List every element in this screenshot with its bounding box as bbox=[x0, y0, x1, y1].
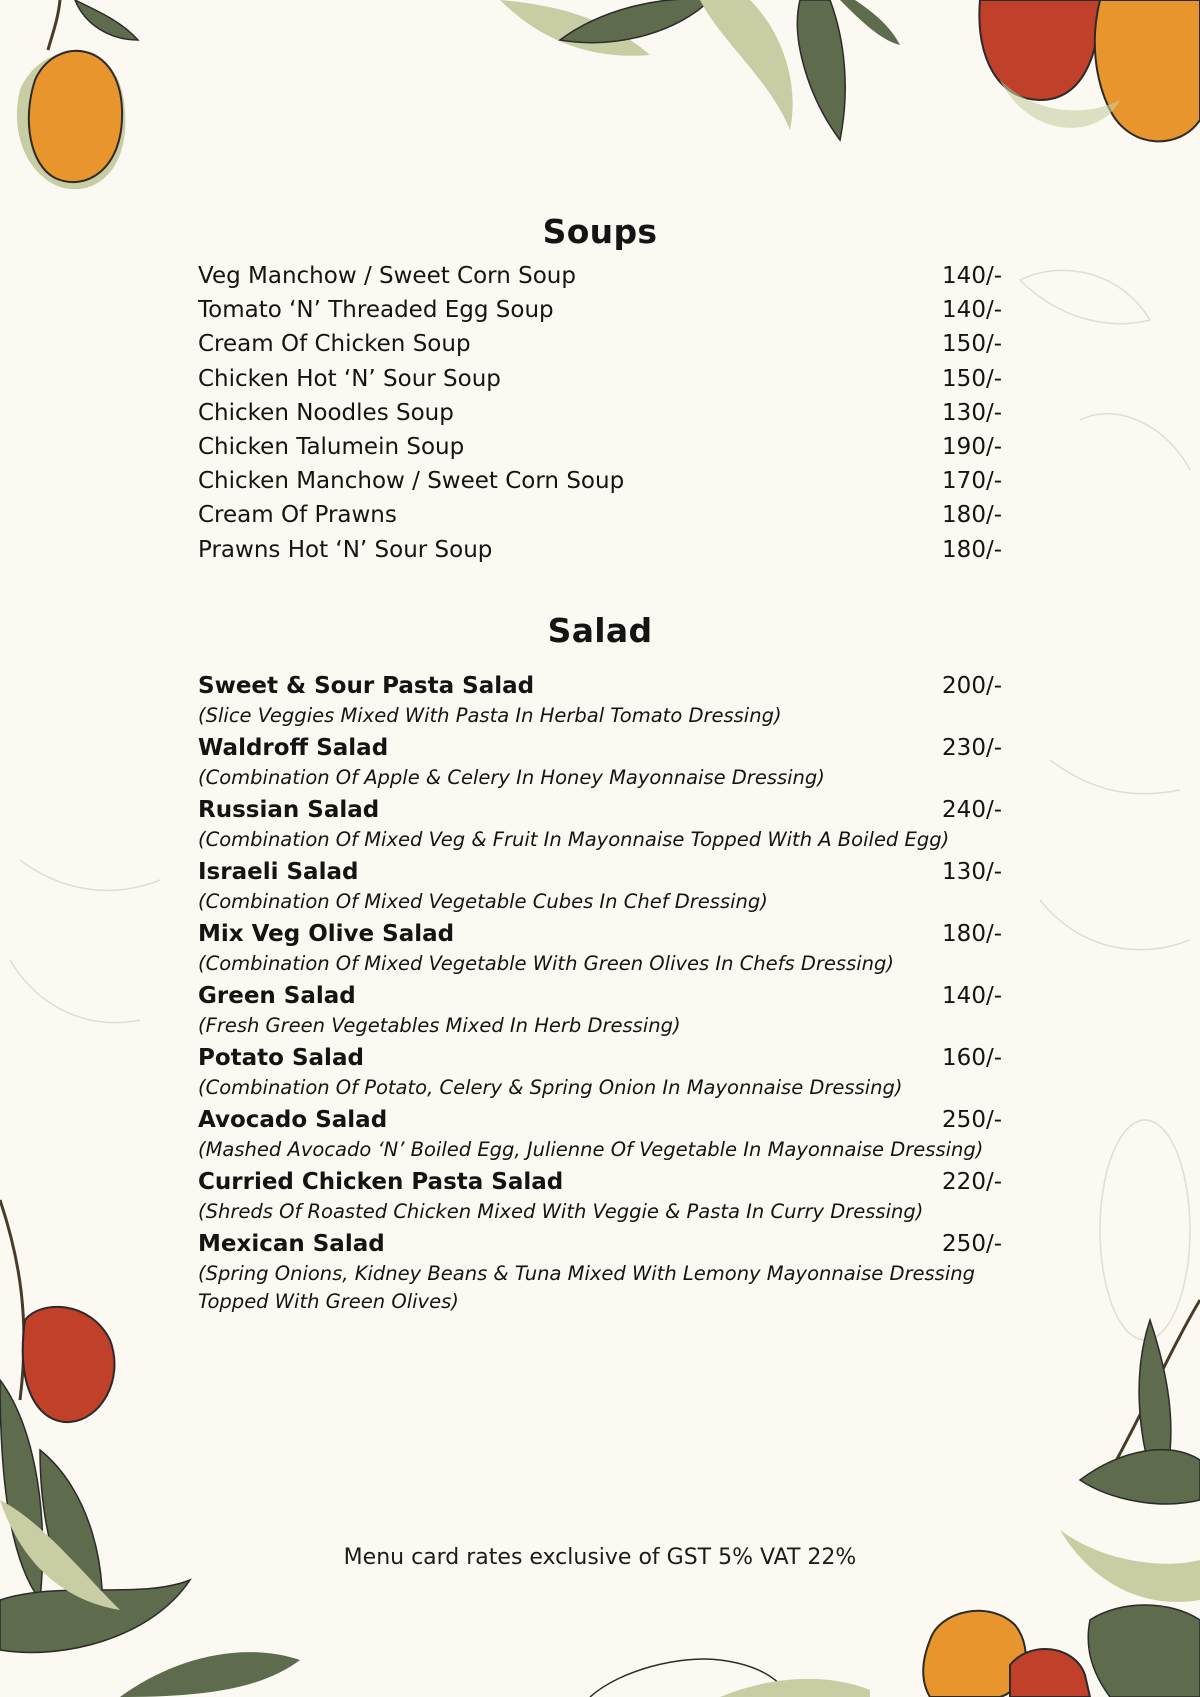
tax-note: Menu card rates exclusive of GST 5% VAT 22% bbox=[343, 1545, 857, 1570]
item-price: 130/- bbox=[942, 399, 1002, 426]
item-name: Mexican Salad bbox=[198, 1231, 385, 1257]
item-description: (Fresh Green Vegetables Mixed In Herb Dressing) bbox=[198, 1014, 681, 1037]
item-price: 170/- bbox=[942, 468, 1002, 495]
item-name: Chicken Talumein Soup bbox=[198, 433, 465, 460]
menu-item bbox=[198, 856, 1002, 918]
item-name: Green Salad bbox=[198, 983, 356, 1009]
item-price: 190/- bbox=[942, 433, 1002, 460]
menu-item bbox=[198, 327, 1002, 361]
item-price: 140/- bbox=[942, 263, 1002, 289]
item-price: 150/- bbox=[942, 365, 1002, 392]
item-price: 250/- bbox=[942, 1231, 1002, 1257]
item-name: Chicken Manchow / Sweet Corn Soup bbox=[198, 468, 625, 495]
item-price: 150/- bbox=[942, 331, 1002, 358]
item-price: 240/- bbox=[942, 797, 1002, 823]
item-header bbox=[198, 732, 1002, 764]
item-header bbox=[198, 1166, 1002, 1198]
item-name: Veg Manchow / Sweet Corn Soup bbox=[198, 263, 576, 289]
mango-icon bbox=[923, 1300, 1200, 1697]
salad-list bbox=[198, 670, 1002, 1318]
item-price: 130/- bbox=[942, 859, 1002, 885]
soups-heading: Soups bbox=[542, 212, 658, 251]
salad-heading: Salad bbox=[547, 611, 653, 650]
item-price: 250/- bbox=[942, 1107, 1002, 1133]
item-price: 220/- bbox=[942, 1169, 1002, 1195]
item-description: (Combination Of Mixed Vegetable With Green Olives In Chefs Dressing) bbox=[198, 952, 895, 975]
item-header bbox=[198, 670, 1002, 702]
menu-item bbox=[198, 794, 1002, 856]
item-price: 140/- bbox=[942, 983, 1002, 1009]
item-name: Chicken Noodles Soup bbox=[198, 399, 454, 426]
item-name: Israeli Salad bbox=[198, 859, 359, 885]
menu-item bbox=[198, 1104, 1002, 1166]
item-price: 140/- bbox=[942, 297, 1002, 324]
menu-item bbox=[198, 1042, 1002, 1104]
mango-icon bbox=[979, 0, 1200, 141]
menu-item bbox=[198, 396, 1002, 430]
item-name: Mix Veg Olive Salad bbox=[198, 921, 455, 947]
item-description: (Shreds Of Roasted Chicken Mixed With Veggie & Pasta In Curry Dressing) bbox=[198, 1200, 924, 1223]
item-name: Cream Of Prawns bbox=[198, 502, 397, 529]
item-price: 180/- bbox=[942, 921, 1002, 947]
item-header bbox=[198, 1228, 1002, 1260]
item-description: (Combination Of Mixed Veg & Fruit In Mayonnaise Topped With A Boiled Egg) bbox=[198, 828, 950, 851]
menu-item bbox=[198, 259, 1002, 293]
item-header bbox=[198, 794, 1002, 826]
item-name: Russian Salad bbox=[198, 797, 380, 823]
item-description: (Mashed Avocado ‘N’ Boiled Egg, Julienne Of Vegetable In Mayonnaise Dressing) bbox=[198, 1138, 984, 1161]
menu-item bbox=[198, 732, 1002, 794]
item-price: 230/- bbox=[942, 735, 1002, 761]
item-name: Avocado Salad bbox=[198, 1107, 388, 1133]
menu-item bbox=[198, 293, 1002, 327]
item-name: Chicken Hot ‘N’ Sour Soup bbox=[198, 365, 501, 392]
item-header bbox=[198, 918, 1002, 950]
item-header bbox=[198, 1104, 1002, 1136]
item-name: Waldroff Salad bbox=[198, 735, 389, 761]
item-price: 160/- bbox=[942, 1045, 1002, 1071]
menu-item bbox=[198, 464, 1002, 498]
item-price: 180/- bbox=[942, 502, 1002, 529]
item-header bbox=[198, 856, 1002, 888]
item-price: 180/- bbox=[942, 536, 1002, 563]
menu-item bbox=[198, 430, 1002, 464]
item-name: Curried Chicken Pasta Salad bbox=[198, 1169, 564, 1195]
mango-sketch-icon bbox=[590, 1659, 870, 1697]
menu-item bbox=[198, 498, 1002, 532]
item-name: Potato Salad bbox=[198, 1045, 364, 1071]
menu-item bbox=[198, 918, 1002, 980]
menu-item bbox=[198, 1166, 1002, 1228]
item-header bbox=[198, 980, 1002, 1012]
menu-item bbox=[198, 670, 1002, 732]
item-header bbox=[198, 1042, 1002, 1074]
menu-item bbox=[198, 533, 1002, 567]
mango-icon bbox=[17, 0, 138, 189]
item-description: (Slice Veggies Mixed With Pasta In Herbal Tomato Dressing) bbox=[198, 704, 782, 727]
soups-list bbox=[198, 259, 1002, 567]
item-name: Prawns Hot ‘N’ Sour Soup bbox=[198, 536, 493, 563]
item-description: (Combination Of Apple & Celery In Honey Mayonnaise Dressing) bbox=[198, 766, 825, 789]
leaf-icon bbox=[500, 0, 900, 140]
menu-item bbox=[198, 362, 1002, 396]
item-price: 200/- bbox=[942, 673, 1002, 699]
item-description: (Combination Of Potato, Celery & Spring Onion In Mayonnaise Dressing) bbox=[198, 1076, 903, 1099]
item-name: Sweet & Sour Pasta Salad bbox=[198, 673, 535, 699]
menu-item bbox=[198, 980, 1002, 1042]
item-description: (Spring Onions, Kidney Beans & Tuna Mixed With Lemony Mayonnaise Dressing Topped With Green Olives) bbox=[198, 1262, 975, 1313]
menu-item bbox=[198, 1228, 1002, 1318]
item-description: (Combination Of Mixed Vegetable Cubes In Chef Dressing) bbox=[198, 890, 768, 913]
item-name: Cream Of Chicken Soup bbox=[198, 331, 471, 358]
item-name: Tomato ‘N’ Threaded Egg Soup bbox=[198, 297, 554, 324]
